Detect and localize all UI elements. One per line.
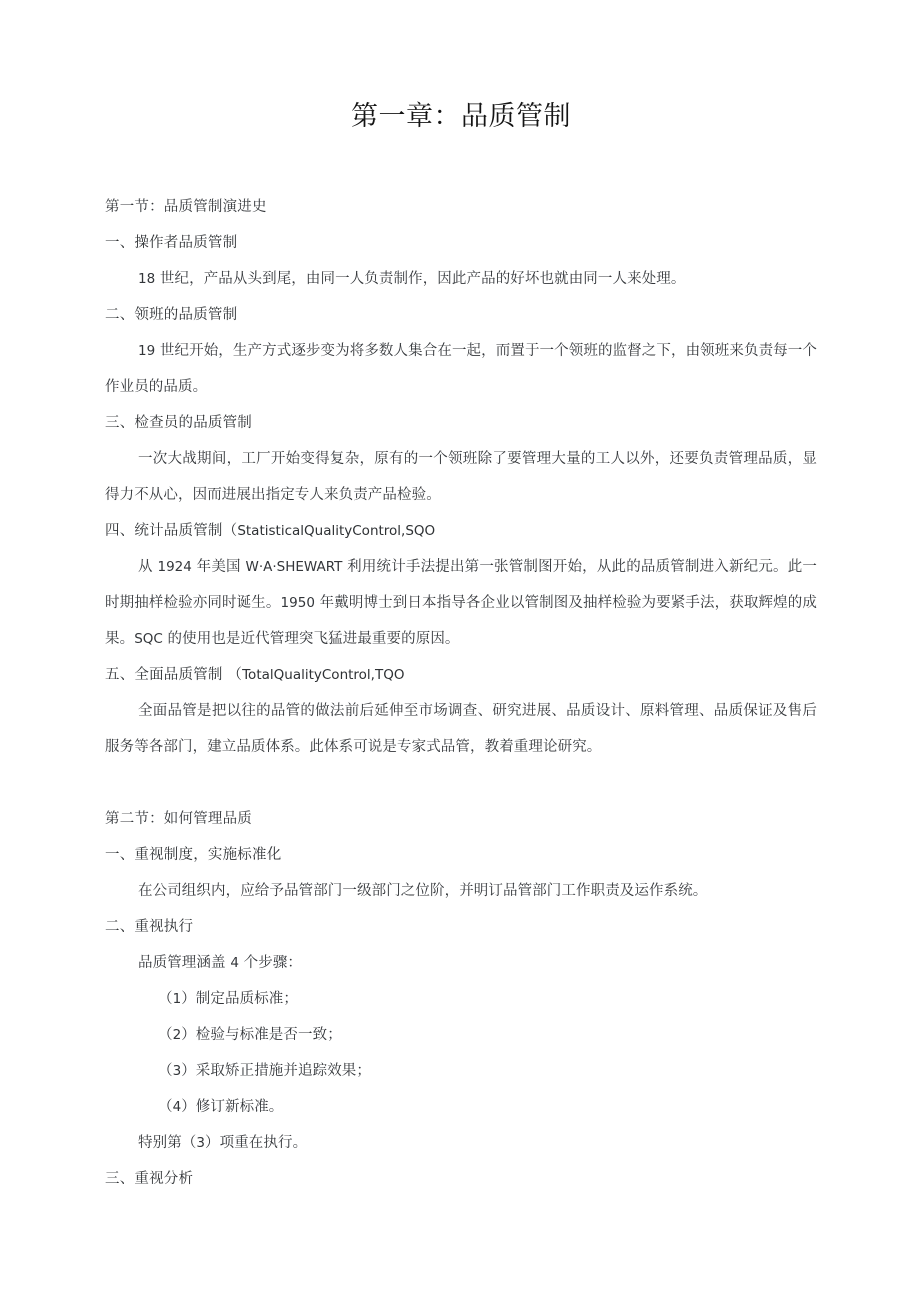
- body-paragraph-2-1-1: 在公司组织内，应给予品管部门一级部门之位阶，并明订品管部门工作职责及运作系统。: [138, 883, 708, 899]
- body-paragraph-1-5-1: 全面品管是把以往的品管的做法前后延伸至市场调查、研究进展、品质设计、原料管理、品质保证及售后服务等各部门，建立品质体系。此体系可说是专家式品管，教着重理论研究。: [105, 703, 817, 755]
- body-paragraph-1-1-1: 18 世纪，产品从头到尾，由同一人负责制作，因此产品的好坏也就由同一人来处理。: [138, 271, 686, 287]
- page-title: 第一章：品质管制: [351, 101, 571, 132]
- body-paragraph-1-3-1: 一次大战期间，工厂开始变得复杂，原有的一个领班除了要管理大量的工人以外，还要负责管理品质，显得力不从心，因而进展出指定专人来负责产品检验。: [105, 451, 817, 503]
- item-heading-1-5: 五、全面品质管制 （TotalQualityControl,TQO: [105, 667, 405, 683]
- sub-list-item-2: （2）检验与标准是否一致；: [158, 1027, 342, 1043]
- closing-paragraph-2-2: 特别第（3）项重在执行。: [138, 1135, 308, 1151]
- sub-list-item-3: （3）采取矫正措施并追踪效果；: [158, 1063, 372, 1079]
- section-heading-2: 第二节：如何管理品质: [105, 811, 252, 827]
- item-heading-1-2: 二、领班的品质管制: [105, 307, 238, 323]
- section-gap: [105, 765, 817, 801]
- body-paragraph-2-2-1: 品质管理涵盖 4 个步骤：: [138, 955, 303, 971]
- item-heading-2-3: 三、重视分析: [105, 1171, 194, 1187]
- item-heading-2-1: 一、重视制度，实施标准化: [105, 847, 282, 863]
- item-heading-2-2: 二、重视执行: [105, 919, 194, 935]
- section-heading-1: 第一节：品质管制演进史: [105, 199, 267, 215]
- item-heading-1-4: 四、统计品质管制（StatisticalQualityControl,SQO: [105, 523, 436, 539]
- sub-list-item-4: （4）修订新标准。: [158, 1099, 284, 1115]
- document-content: [105, 0, 817, 1197]
- sub-list-item-1: （1）制定品质标准；: [158, 991, 299, 1007]
- body-paragraph-1-4-1: 从 1924 年美国 W·A·SHEWART 利用统计手法提出第一张管制图开始，从此的品质管制进入新纪元。此一时期抽样检验亦同时诞生。1950 年戴明博士到日本指导各企业以管制图及抽样检验为要紧手法，获取辉煌的成果。SQC 的使用也是近代管理突飞猛进最重要的原因。: [105, 559, 818, 647]
- body-paragraph-1-2-1: 19 世纪开始，生产方式逐步变为将多数人集合在一起，而置于一个领班的监督之下，由领班来负责每一个作业员的品质。: [105, 343, 817, 395]
- item-heading-1-1: 一、操作者品质管制: [105, 235, 238, 251]
- item-heading-1-3: 三、检查员的品质管制: [105, 415, 252, 431]
